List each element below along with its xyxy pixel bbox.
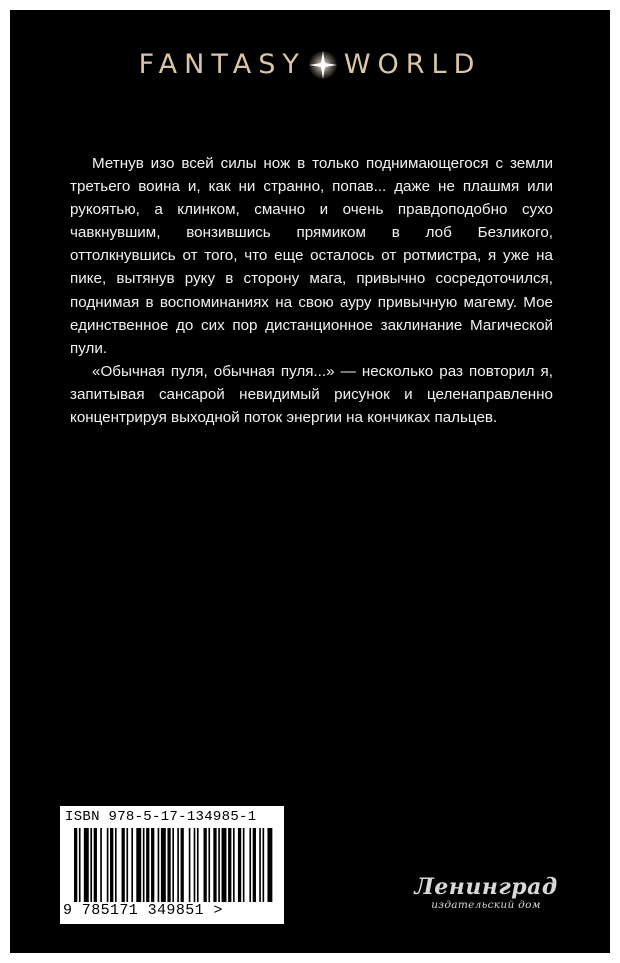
barcode-bar [249,828,251,902]
barcode-bar [194,828,196,902]
barcode-bar [146,828,149,902]
barcode-bar [233,828,235,902]
publisher-logo [406,875,566,912]
barcode-bar [181,828,184,902]
series-logo [10,48,610,80]
barcode-digits: 9 785171 349851 > [63,902,223,919]
series-word-fantasy: FANTASY [138,49,306,80]
barcode-bar [253,828,256,902]
publisher-name: Ленинград [414,874,558,900]
barcode-bar [172,828,174,902]
barcode-bar [79,828,81,902]
barcode-bar [158,828,160,902]
barcode-bar [267,828,272,902]
series-word-world: WORLD [343,49,482,80]
barcode-bar [213,828,216,902]
back-cover [10,10,610,953]
barcode-bar [122,828,125,902]
barcode-bar [222,828,227,902]
barcode-bar [218,828,220,902]
publisher-subtitle: издательский дом [431,899,541,911]
barcode-bar [161,828,166,902]
barcode-bar [228,828,231,902]
blurb-text [70,152,553,429]
barcode-bar [136,828,141,902]
barcode-bar [84,828,89,902]
barcode-bar [90,828,92,902]
barcode-bar [208,828,210,902]
blurb-paragraph-2: «Обычная пуля, обычная пуля...» — несколько раз повторил я, запитывая сансарой невидимый рисунок и целенаправленно концентрируя выходной поток энергии на кончиках пальцев. [70,362,553,427]
barcode-bar [204,828,207,902]
barcode-bar [259,828,261,902]
barcode-bar [131,828,133,902]
barcode-bar [238,828,241,902]
barcode-bar [151,828,154,902]
barcode-bar [263,828,265,902]
barcode-bar [74,828,77,902]
barcode-bar [100,828,102,902]
barcode-bar [243,828,245,902]
barcode [74,828,274,902]
barcode-bar [189,828,191,902]
blurb-paragraph-1: Метнув изо всей силы нож в только поднимающегося с земли третьего воина и, как ни странно, попав... даже не плашмя или рукоятью, а клинком, смачно и очень правдоподобно сухо чавкнувшим, вонзившись прямиком в лоб Безликого, оттолкнувшись от того, что еще осталось от ротмистра, я уже на пике, вытянув руку в сторону мага, привычно сосредоточился, поднимая в воспоминаниях на свою ауру привычную магему. Мое единственное до сих пор дистанционное заклинание Магической пули. [70,155,553,357]
barcode-bar [94,828,97,902]
barcode-bar [143,828,145,902]
barcode-bar [177,828,179,902]
barcode-bar [115,828,117,902]
barcode-bar [107,828,109,902]
four-point-star-icon [308,50,338,80]
barcode-bar [197,828,199,902]
barcode-bar [110,828,113,902]
barcode-bar [167,828,170,902]
barcode-bar [126,828,128,902]
isbn-label: ISBN 978-5-17-134985-1 [65,809,257,825]
isbn-barcode-block [60,806,284,924]
